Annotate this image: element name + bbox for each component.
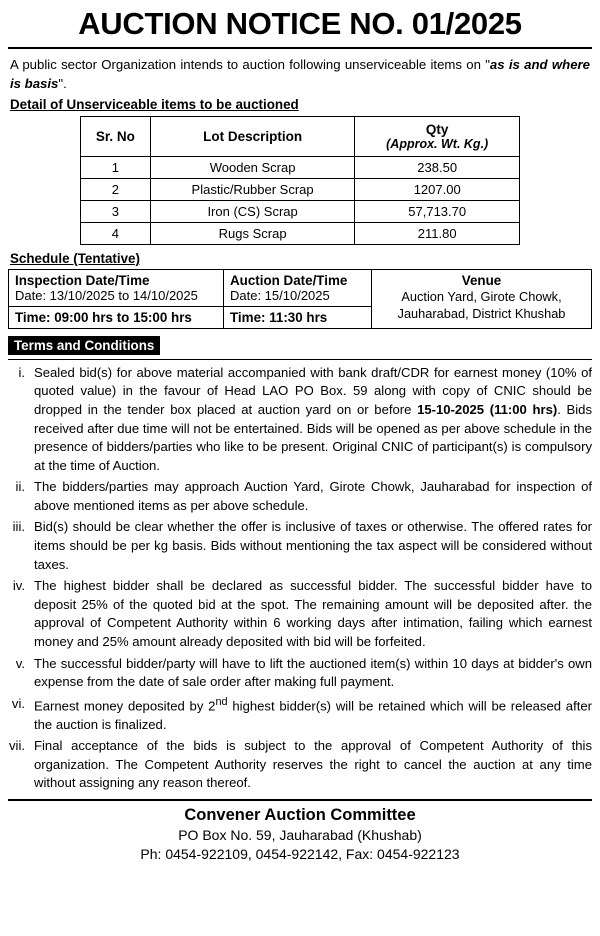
title-divider (8, 47, 592, 49)
cell-qty: 211.80 (355, 222, 520, 244)
terms-heading: Terms and Conditions (8, 336, 160, 355)
table-row (81, 178, 520, 200)
term-text-bold: 15-10-2025 (11:00 hrs) (417, 401, 558, 417)
header-qty-sub: (Approx. Wt. Kg.) (386, 136, 489, 151)
terms-heading-wrapper (8, 329, 592, 360)
term-item (8, 478, 592, 515)
term-text (34, 364, 592, 475)
footer (8, 799, 592, 864)
intro-prefix: A public sector Organization intends to auction following unserviceable items on " (10, 56, 490, 72)
page-title: AUCTION NOTICE NO. 01/2025 (78, 6, 522, 41)
items-heading: Detail of Unserviceable items to be auctioned (10, 96, 299, 112)
cell-desc: Iron (CS) Scrap (150, 200, 355, 222)
venue-title: Venue (461, 272, 502, 288)
term-text-part: . Bids received after due time will not be entertained. Bids will be opened as per above schedule in the presence of bidders/parties who like to be present. Original CNIC of participant(s) is compulsory at the time of Auction. (34, 401, 592, 473)
inspection-time: Time: 09:00 hrs to 15:00 hrs (9, 306, 224, 328)
cell-sr: 3 (81, 200, 151, 222)
term-item (8, 518, 592, 574)
venue-line-1: Auction Yard, Girote Chowk, (401, 288, 562, 304)
term-text-part: The successful bidder/party will have to lift the auctioned item(s) within 10 days at bidder's own expense from the date of sale order after making full payment. (34, 655, 592, 690)
cell-sr: 1 (81, 156, 151, 178)
cell-sr: 2 (81, 178, 151, 200)
term-item (8, 737, 592, 793)
cell-sr: 4 (81, 222, 151, 244)
term-item (8, 364, 592, 475)
schedule-heading: Schedule (Tentative) (10, 250, 140, 266)
term-number: iv. (12, 578, 25, 594)
term-text-part: The highest bidder shall be declared as successful bidder. The successful bidder have to deposit 25% of the quoted bid at the spot. The remaining amount will be deposited after. the approval of Competent Authority within 6 working days after intimation, failing which earnest money and 25% amount already deposited with bid will be forfeited. (34, 578, 592, 649)
cell-desc: Wooden Scrap (150, 156, 355, 178)
term-number: vi. (11, 695, 25, 711)
term-text-part: highest bidder(s) will be retained which will be released after the auction is finalized. (34, 698, 593, 732)
inspection-date: Date: 13/10/2025 to 14/10/2025 (15, 287, 198, 303)
auction-time: Time: 11:30 hrs (224, 306, 372, 328)
cell-qty: 1207.00 (355, 178, 520, 200)
term-text (34, 518, 592, 574)
schedule-row-dates (9, 269, 592, 306)
footer-address: PO Box No. 59, Jauharabad (Khushab) (178, 827, 422, 844)
header-qty-main: Qty (425, 121, 449, 137)
unserviceable-items-table (80, 116, 520, 245)
auction-title: Auction Date/Time (230, 272, 348, 288)
table-row (81, 200, 520, 222)
footer-organization: Convener Auction Committee (184, 805, 416, 824)
term-text (34, 737, 592, 793)
cell-desc: Plastic/Rubber Scrap (150, 178, 355, 200)
table-row (81, 156, 520, 178)
venue-line-2: Jauharabad, District Khushab (397, 306, 566, 322)
venue-cell (372, 269, 592, 328)
header-lot-description: Lot Description (150, 116, 355, 156)
term-text-part: nd (215, 695, 228, 708)
header-sr-no: Sr. No (81, 116, 151, 156)
inspection-cell (9, 269, 224, 306)
term-item (8, 577, 592, 651)
term-text-part: The bidders/parties may approach Auction Yard, Girote Chowk, Jauharabad for inspection of above mentioned items as per above schedule. (34, 479, 592, 513)
intro-suffix: ". (58, 75, 67, 91)
term-text-part: Earnest money deposited by 2 (34, 698, 216, 714)
term-text (34, 478, 592, 515)
term-text (34, 695, 592, 735)
term-text (34, 577, 592, 651)
term-item (8, 695, 592, 735)
auction-date: Date: 15/10/2025 (230, 287, 330, 303)
terms-list (8, 364, 592, 793)
schedule-table (8, 269, 592, 329)
inspection-title: Inspection Date/Time (15, 272, 150, 288)
table-row (81, 222, 520, 244)
intro-paragraph (10, 55, 590, 93)
term-number: vii. (8, 738, 25, 754)
cell-desc: Rugs Scrap (150, 222, 355, 244)
term-text-part: Final acceptance of the bids is subject to the approval of Competent Authority of this organization. The Competent Authority reserves the right to cancel the auction at any time without assigning any reason thereof. (34, 738, 592, 791)
term-number: iii. (12, 519, 25, 535)
term-text (34, 655, 592, 692)
header-qty (355, 116, 520, 156)
table-header-row (81, 116, 520, 156)
cell-qty: 238.50 (355, 156, 520, 178)
term-number: i. (18, 364, 25, 380)
auction-cell (224, 269, 372, 306)
term-number: ii. (15, 479, 25, 495)
cell-qty: 57,713.70 (355, 200, 520, 222)
term-number: v. (15, 655, 25, 671)
term-text-part: Bid(s) should be clear whether the offer is inclusive of taxes or otherwise. The offered rates for items should be per kg basis. Bids without mentioning the tax aspect will be considered without taxes. (34, 519, 592, 572)
footer-contact: Ph: 0454-922109, 0454-922142, Fax: 0454-922123 (140, 846, 460, 863)
term-item (8, 655, 592, 692)
intro-emphasis: as is and where is basis (10, 56, 590, 91)
term-text-part: Sealed bid(s) for above material accompanied with bank draft/CDR for earnest money (10% of quoted value) in the favour of Head LAO PO Box. 59 along with copy of CNIC should be dropped in the tender box placed at auction yard on or before (34, 364, 592, 417)
items-table-wrapper (8, 116, 592, 245)
